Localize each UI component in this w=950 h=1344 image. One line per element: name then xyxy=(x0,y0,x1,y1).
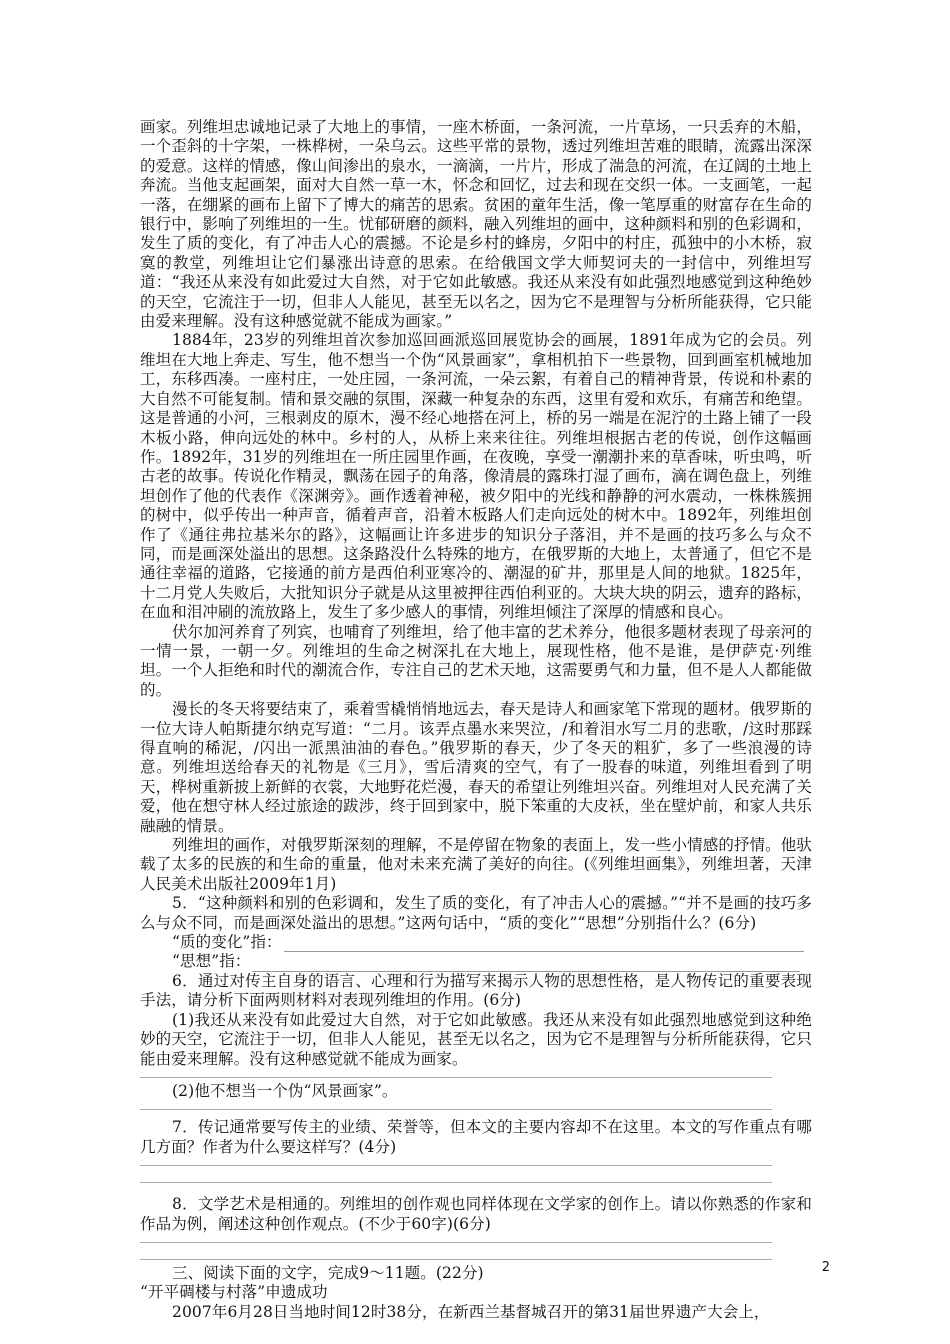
paragraph-2: 1884年，23岁的列维坦首次参加巡回画派巡回展览协会的画展，1891年成为它的会员。列维坦在大地上奔走、写生，他不想当一个伪“风景画家”，拿相机拍下一些景物，回到画室机械地加工，东移西凑。一座村庄，一处庄园，一条河流，一朵云絮，有着自己的精神背景，传说和朴素的大自然不可能复制。情和景交融的氛围，深藏一种复杂的东西，这里有爱和欢乐，有痛苦和绝望。这是普通的小河，三根剥皮的原木，漫不经心地搭在河上，桥的另一端是在泥泞的土路上铺了一段木板小路，伸向远处的林中。乡村的人，从桥上来来往往。列维坦根据古老的传说，创作这幅画作。1892年，31岁的列维坦在一所庄园里作画，在夜晚，享受一潮潮扑来的草香味，听虫鸣，听古老的故事。传说化作精灵，飘荡在园子的角落，像清晨的露珠打湿了画布，滴在调色盘上，列维坦创作了他的代表作《深渊旁》。画作透着神秘，被夕阳中的光线和静静的河水震动，一株株簇拥的树中，似乎传出一种声音，循着声音，沿着木板路人们走向远处的树木中。1892年，列维坦创作了《通往弗拉基米尔的路》，这幅画让许多进步的知识分子落泪，并不是画的技巧多么与众不同，而是画深处溢出的思想。这条路没什么特殊的地方，在俄罗斯的大地上，太普通了，但它不是通往幸福的道路，它接通的前方是西伯利亚寒冷的、潮湿的矿井，那里是人间的地狱。1825年，十二月党人失败后，大批知识分子就是从这里被押往西伯利亚的。大块大块的阴云，遗弃的路标，在血和泪冲刷的流放路上，发生了多少感人的事情，列维坦倾注了深厚的情感和良心。 xyxy=(140,331,812,622)
answer-line-quality-change xyxy=(140,933,812,952)
question-6: 6．通过对传主自身的语言、心理和行为描写来揭示人物的思想性格，是人物传记的重要表现手法，请分析下面两则材料对表现列维坦的作用。(6分) xyxy=(140,971,812,1010)
paragraph-5: 列维坦的画作，对俄罗斯深刻的理解，不是停留在物象的表面上，发一些小情感的抒情。他驮载了太多的民族的和生命的重量，他对未来充满了美好的向往。(《列维坦画集》，列维坦著，天津人民美术出版社2009年1月) xyxy=(140,836,812,893)
section-3-first-line: 2007年6月28日当地时间12时38分，在新西兰基督城召开的第31届世界遗产大会上， xyxy=(172,1302,770,1321)
article-body xyxy=(140,118,812,1322)
article-title: “开平碉楼与村落”申遗成功 xyxy=(140,1283,328,1302)
paragraph-3: 伏尔加河养育了列宾，也哺育了列维坦，给了他丰富的艺术养分，他很多题材表现了母亲河的一情一景，一朝一夕。列维坦的生命之树深扎在大地上，展现性格，他不是谁，是伊萨克·列维坦。一个人拒绝和时代的潮流合作，专注自己的艺术天地，这需要勇气和力量，但不是人人都能做的。 xyxy=(140,622,812,699)
page-number: 2 xyxy=(821,1260,830,1275)
answer-line-thought xyxy=(140,952,812,971)
answer-label-thought: “思想”指： xyxy=(172,952,251,971)
question-8: 8．文学艺术是相通的。列维坦的创作观也同样体现在文学家的创作上。请以你熟悉的作家和作品为例，阐述这种创作观点。(不少于60字)(6分) xyxy=(140,1195,812,1233)
answer-blank-quality-change[interactable] xyxy=(284,937,804,952)
paragraph-1: 画家。列维坦忠诚地记录了大地上的事情，一座木桥面，一条河流，一片草场，一只丢弃的木船，一个歪斜的十字架，一株桦树，一朵乌云。这些平常的景物，透过列维坦苦难的眼睛，流露出深深的爱意。这样的情感，像山间渗出的泉水，一滴滴，一片片，形成了湍急的河流，在辽阔的土地上奔流。当他支起画架，面对大自然一草一木，怀念和回忆，过去和现在交织一体。一支画笔，一起一落，在绷紧的画布上留下了博大的痛苦的思索。贫困的童年生活，像一笔厚重的财富存在生命的银行中，影响了列维坦的一生。忧郁研磨的颜料，融入列维坦的画中，这种颜料和别的色彩调和，发生了质的变化，有了冲击人心的震撼。不论是乡村的蜂房，夕阳中的村庄，孤独中的小木桥，寂寞的教堂，列维坦让它们暴涨出诗意的思索。在给俄国文学大师契诃夫的一封信中，列维坦写道：“我还从来没有如此爱过大自然，对于它如此敏感。我还从来没有如此强烈地感觉到这种绝妙的天空，它流注于一切，但非人人能见，甚至无以名之，因为它不是理智与分析所能获得，它只能由爱来理解。没有这种感觉就不能成为画家。” xyxy=(140,118,812,331)
answer-blank-thought[interactable] xyxy=(252,957,800,972)
question-6-material-2: (2)他不想当一个伪“风景画家”。 xyxy=(172,1081,398,1100)
answer-label-quality-change: “质的变化”指： xyxy=(172,933,282,952)
paragraph-4: 漫长的冬天将要结束了，乘着雪橇悄悄地远去，春天是诗人和画家笔下常现的题材。俄罗斯的一位大诗人帕斯捷尔纳克写道：“二月。该弄点墨水来哭泣，/和着泪水写二月的悲歌，/这时那踩得直响的稀泥，/闪出一派黑油油的春色。”俄罗斯的春天，少了冬天的粗犷，多了一些浪漫的诗意。列维坦送给春天的礼物是《三月》，雪后清爽的空气，有了一股春的味道，列维坦看到了明天，桦树重新披上新鲜的衣裳，大地野花烂漫，春天的希望让列维坦兴奋。列维坦对人民充满了关爱，他在想守林人经过旅途的跋涉，终于回到家中，脱下笨重的大皮袄，坐在壁炉前，和家人共乐融融的情景。 xyxy=(140,700,812,835)
question-6-material-1: (1)我还从来没有如此爱过大自然，对于它如此敏感。我还从来没有如此强烈地感觉到这种绝妙的天空，它流注于一切，但非人人能见，甚至无以名之，因为它不是理智与分析所能获得，它只能由爱来理解。没有这种感觉就不能成为画家。 xyxy=(140,1010,812,1068)
question-7: 7．传记通常要写传主的业绩、荣誉等，但本文的主要内容却不在这里。本文的写作重点有哪几方面？作者为什么要这样写？(4分) xyxy=(140,1118,812,1156)
question-5: 5．“这种颜料和别的色彩调和，发生了质的变化，有了冲击人心的震撼。”“并不是画的技巧多么与众不同，而是画深处溢出的思想。”这两句话中，“质的变化”“思想”分别指什么？(6分) xyxy=(140,894,812,932)
section-3-heading: 三、阅读下面的文字，完成9～11题。(22分) xyxy=(172,1263,484,1282)
